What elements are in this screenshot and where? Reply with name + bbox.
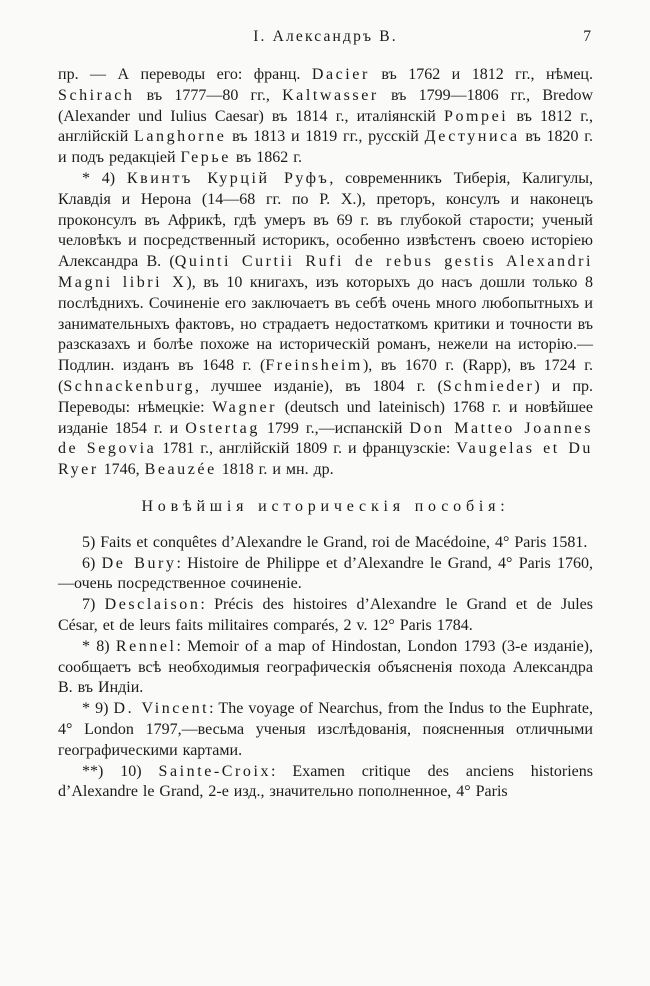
- paragraph: [58, 762, 593, 804]
- paragraph: [58, 554, 593, 596]
- text-run: 5) Faits et conquêtes d’Alexandre le Grand, roi de Macédoine, 4° Paris 1581.: [82, 533, 588, 551]
- text-run: Новѣйшія историческія пособія:: [141, 497, 510, 515]
- letterspaced-name: Дестуниса: [424, 128, 520, 146]
- page-number: 7: [583, 28, 591, 45]
- text-run: 7): [82, 596, 105, 614]
- text-run: пр. — А переводы его: франц.: [58, 66, 312, 83]
- letterspaced-name: Pompei: [444, 107, 509, 125]
- page-body: [58, 65, 593, 803]
- text-run: **) 10): [82, 762, 159, 780]
- letterspaced-name: Quinti Curtii Rufi de rebus gestis Alexandri Magni libri X: [58, 253, 593, 291]
- text-run: 1818 г. и мн. др.: [216, 461, 334, 479]
- letterspaced-name: Квинтъ Курцій Руфъ: [126, 169, 330, 187]
- text-run: въ 1820 г. и подъ редакціей: [58, 128, 594, 167]
- text-run: * 8): [82, 637, 116, 655]
- text-run: въ 1777—80 гг.,: [134, 86, 283, 104]
- text-run: ) и пр. Переводы: нѣмецкіе:: [58, 377, 594, 416]
- text-run: : Histoire de Philippe et d’Alexandre le Grand, 4° Paris 1760,—очень посредственное сочиненіе.: [58, 554, 593, 593]
- letterspaced-name: Freinsheim: [265, 357, 363, 375]
- paragraph: [58, 595, 593, 637]
- text-run: * 9): [82, 700, 114, 718]
- section-heading: [58, 497, 593, 518]
- letterspaced-name: Vaugelas et Du Ryer: [58, 440, 593, 479]
- text-run: : Examen critique des anciens historiens d’Alexandre le Grand, 2-е изд., значительно пополненное, 4° Paris: [58, 762, 594, 801]
- text-run: 1799 г.,—испанскій: [259, 419, 410, 437]
- text-run: 1746,: [98, 461, 145, 479]
- letterspaced-name: D. Vincent: [113, 700, 210, 718]
- text-run: въ 1812 г., англійскій: [58, 107, 593, 146]
- letterspaced-name: Dacier: [311, 66, 370, 83]
- paragraph: [58, 65, 593, 169]
- letterspaced-name: Kaltwasser: [282, 86, 379, 104]
- text-run: * 4): [82, 169, 127, 187]
- text-run: , лучшее изданіе), въ 1804 г. (: [194, 377, 443, 395]
- text-run: , современникъ Тиберія, Калигулы, Клавдія и Нерона (14—68 гг. по Р. Х.), преторъ, консулъ и наконецъ проконсулъ въ Африкѣ, гдѣ умеръ въ 69 г. въ глубокой старости; ученый человѣкъ и посредственный историкъ, особенно извѣстенъ своею исторіею Александра В. (: [58, 169, 594, 271]
- text-run: въ 1799—1806 гг., Bredow (Alexander und Iulius Caesar) въ 1814 г., италіянскій: [58, 86, 593, 125]
- paragraph: [58, 533, 593, 554]
- text-run: 6): [82, 554, 102, 572]
- paragraph: [58, 637, 593, 699]
- letterspaced-name: Wagner: [212, 398, 278, 416]
- text-run: : Memoir of a map of Hindostan, London 1793 (3-е изданіе), сообщаетъ всѣ необходимыя географическія объясненія похода Александра В. въ Индіи.: [58, 637, 594, 697]
- letterspaced-name: Sainte-Croix: [158, 762, 272, 780]
- text-run: въ 1762 и 1812 гг., нѣмец.: [369, 66, 593, 83]
- letterspaced-name: Ostertag: [185, 419, 260, 437]
- letterspaced-name: Schmieder: [442, 377, 535, 395]
- letterspaced-name: Beauzée: [144, 461, 217, 479]
- page-header: [58, 28, 593, 50]
- letterspaced-name: Langhorne: [134, 128, 227, 146]
- running-title: І. Александръ В.: [253, 28, 398, 45]
- letterspaced-name: Schnackenburg: [63, 377, 195, 395]
- text-run: ), въ 1670 г. (Rapp), въ 1724 г. (: [58, 357, 593, 395]
- text-run: ), въ 10 книгахъ, изъ которыхъ до насъ дошли только 8 послѣднихъ. Сочиненіе его заключаетъ въ себѣ очень много любопытныхъ и занимательныхъ фактовъ, но страдаетъ недостаткомъ критики и точности въ разсказахъ и болѣе похоже на историческій романъ, нежели на исторію.—Подлин. изданъ въ 1648 г. (: [58, 273, 593, 375]
- text-run: : The voyage of Nearchus, from the Indus to the Euphrate, 4° London 1797,—весьма ученыя изслѣдованія, поясненныя отличными географическими картами.: [58, 700, 594, 759]
- text-run: 1781 г., англійскій 1809 г. и французскіе:: [156, 440, 457, 458]
- letterspaced-name: Don Matteo Joannes de Segovia: [58, 419, 593, 458]
- text-run: (deutsch und lateinisch) 1768 г. и новѣйшее изданіе 1854 г. и: [58, 398, 593, 437]
- text-run: въ 1862 г.: [230, 149, 302, 167]
- letterspaced-name: Rennel: [115, 637, 177, 655]
- letterspaced-name: Герье: [180, 149, 231, 167]
- letterspaced-name: Schirach: [58, 86, 135, 104]
- paragraph: [58, 699, 593, 761]
- paragraph: [58, 169, 593, 481]
- letterspaced-name: De Bury: [101, 554, 177, 572]
- letterspaced-name: Desclaison: [104, 596, 201, 614]
- text-run: въ 1813 и 1819 гг., русскій: [226, 128, 425, 146]
- text-run: : Précis des histoires d’Alexandre le Grand et de Jules César, et de leurs faits militaires comparés, 2 v. 12° Paris 1784.: [58, 596, 593, 634]
